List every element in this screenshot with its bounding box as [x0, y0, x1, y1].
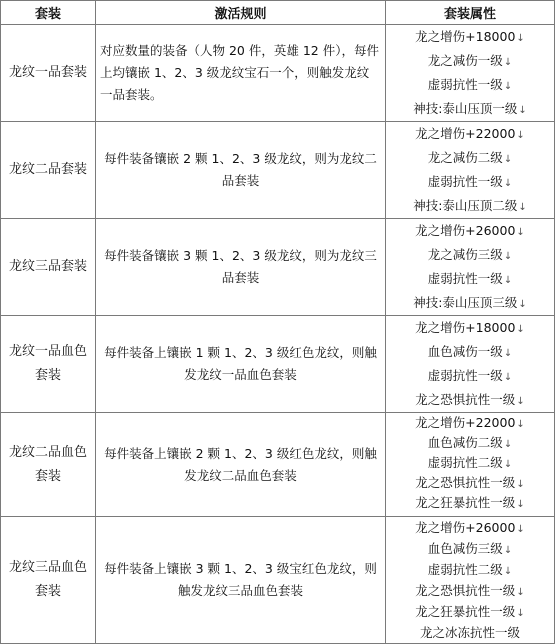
attribute-item: 虚弱抗性一级↓ — [427, 368, 513, 383]
attribute-item: 龙之恐惧抗性一级↓ — [415, 475, 525, 490]
attribute-item: 龙之恐惧抗性一级↓ — [415, 583, 525, 598]
table-row — [1, 517, 555, 644]
header-row — [1, 1, 555, 25]
attribute-item: 虚弱抗性一级↓ — [427, 271, 513, 286]
attribute-item: 龙之狂暴抗性一级↓ — [415, 604, 525, 619]
attribute-item: 龙之减伤三级↓ — [427, 247, 513, 262]
attribute-item: 血色减伤一级↓ — [427, 344, 513, 359]
attribute-item: 血色减伤三级↓ — [427, 541, 513, 556]
activation-rule: 每件装备镶嵌 2 颗 1、2、3 级龙纹，则为龙纹二品套装 — [96, 122, 386, 219]
attribute-item: 神技:泰山压顶一级↓ — [413, 101, 527, 116]
activation-rule: 每件装备上镶嵌 1 颗 1、2、3 级红色龙纹，则触发龙纹一品血色套装 — [96, 316, 386, 413]
set-attributes — [386, 122, 555, 219]
activation-rule: 每件装备上镶嵌 3 颗 1、2、3 级宝红色龙纹，则触发龙纹三品血色套装 — [96, 517, 386, 644]
attribute-item: 龙之冰冻抗性一级 — [419, 625, 520, 640]
attribute-item: 虚弱抗性一级↓ — [427, 77, 513, 92]
set-name: 龙纹一品套装 — [1, 25, 96, 122]
attribute-item: 龙之增伤+26000↓ — [415, 223, 525, 238]
set-attributes — [386, 219, 555, 316]
attribute-item: 虚弱抗性一级↓ — [427, 174, 513, 189]
table-row — [1, 316, 555, 413]
attribute-item: 龙之恐惧抗性一级↓ — [415, 392, 525, 407]
activation-rule: 对应数量的装备（人物 20 件，英雄 12 件），每件上均镶嵌 1、2、3 级龙纹宝石一个，则触发龙纹一品套装。 — [96, 25, 386, 122]
set-name: 龙纹三品套装 — [1, 219, 96, 316]
attribute-item: 虚弱抗性二级↓ — [427, 455, 513, 470]
attribute-item: 龙之增伤+26000↓ — [415, 520, 525, 535]
attribute-item: 龙之增伤+22000↓ — [415, 415, 525, 430]
header-rule: 激活规则 — [96, 1, 386, 25]
set-attributes — [386, 517, 555, 644]
table-row — [1, 25, 555, 122]
attribute-item: 龙之增伤+22000↓ — [415, 126, 525, 141]
table-row — [1, 122, 555, 219]
attribute-item: 虚弱抗性二级↓ — [427, 562, 513, 577]
attribute-item: 龙之狂暴抗性一级↓ — [415, 495, 525, 510]
header-attributes: 套装属性 — [386, 1, 555, 25]
set-name: 龙纹二品血色套装 — [1, 413, 96, 517]
table-row — [1, 219, 555, 316]
set-attributes — [386, 413, 555, 517]
attribute-item: 神技:泰山压顶三级↓ — [413, 295, 527, 310]
set-attributes — [386, 25, 555, 122]
attribute-item: 血色减伤二级↓ — [427, 435, 513, 450]
activation-rule: 每件装备上镶嵌 2 颗 1、2、3 级红色龙纹，则触发龙纹二品血色套装 — [96, 413, 386, 517]
attribute-item: 龙之增伤+18000↓ — [415, 29, 525, 44]
attribute-item: 神技:泰山压顶二级↓ — [413, 198, 527, 213]
set-name: 龙纹一品血色套装 — [1, 316, 96, 413]
attribute-item: 龙之增伤+18000↓ — [415, 320, 525, 335]
header-set: 套装 — [1, 1, 96, 25]
attribute-item: 龙之减伤二级↓ — [427, 150, 513, 165]
table-row — [1, 413, 555, 517]
set-attributes — [386, 316, 555, 413]
set-name: 龙纹三品血色套装 — [1, 517, 96, 644]
set-name: 龙纹二品套装 — [1, 122, 96, 219]
activation-rule: 每件装备镶嵌 3 颗 1、2、3 级龙纹，则为龙纹三品套装 — [96, 219, 386, 316]
attribute-item: 龙之减伤一级↓ — [427, 53, 513, 68]
